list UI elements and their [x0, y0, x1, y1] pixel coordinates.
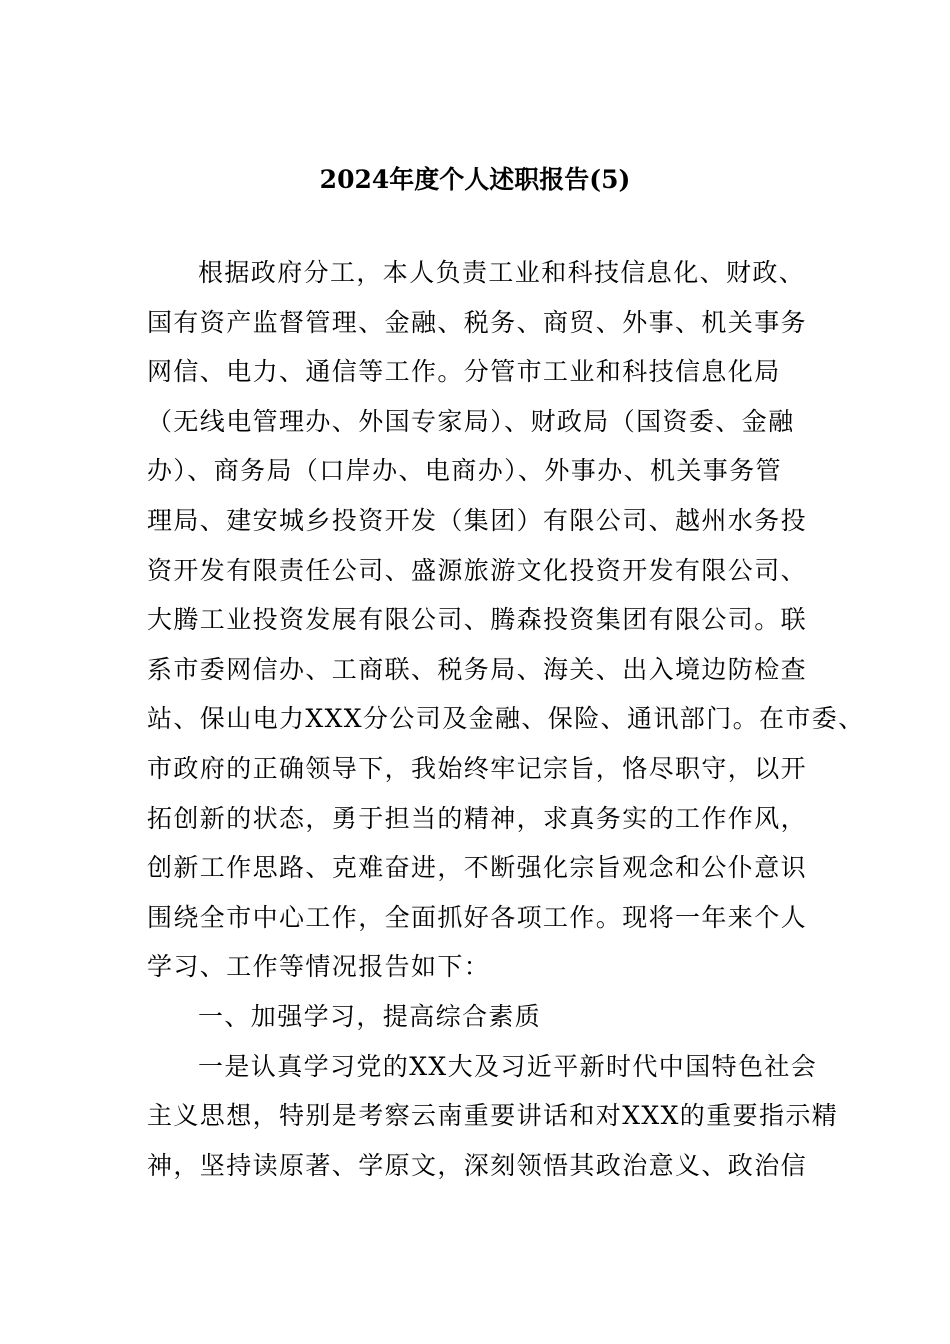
- paragraph-line: 一是认真学习党的XX大及习近平新时代中国特色社会: [198, 1051, 818, 1081]
- paragraph-line: 神，坚持读原著、学原文，深刻领悟其政治意义、政治信: [147, 1150, 808, 1180]
- document-body: [147, 248, 865, 1190]
- document-title: 2024年度个人述职报告(5): [319, 165, 631, 194]
- paragraph-line: 学习、工作等情况报告如下：: [147, 952, 491, 982]
- paragraph-line: （无线电管理办、外国专家局）、财政局（国资委、金融: [147, 406, 795, 436]
- paragraph-line: 根据政府分工，本人负责工业和科技信息化、财政、: [198, 258, 806, 287]
- paragraph-line: 站、保山电力XXX分公司及金融、保险、通讯部门。在市委、: [147, 704, 865, 734]
- paragraph-line: 围绕全市中心工作，全面抓好各项工作。现将一年来个人: [147, 902, 808, 932]
- paragraph-line: 网信、电力、通信等工作。分管市工业和科技信息化局: [147, 357, 781, 387]
- paragraph-line: 办）、商务局（口岸办、电商办）、外事办、机关事务管: [147, 456, 783, 486]
- paragraph-line: 系市委网信办、工商联、税务局、海关、出入境边防检查: [147, 654, 808, 684]
- paragraph-line: 资开发有限责任公司、盛源旅游文化投资开发有限公司、: [147, 555, 808, 585]
- paragraph-line: 大腾工业投资发展有限公司、腾森投资集团有限公司。联: [147, 605, 808, 635]
- paragraph-line: 理局、建安城乡投资开发（集团）有限公司、越州水务投: [147, 505, 808, 535]
- paragraph-line: 主义思想，特别是考察云南重要讲话和对XXX的重要指示精: [147, 1101, 839, 1131]
- paragraph-line: 市政府的正确领导下，我始终牢记宗旨，恪尽职守，以开: [147, 753, 808, 783]
- paragraph-line: 创新工作思路、克难奋进，不断强化宗旨观念和公仆意识: [147, 853, 808, 883]
- section-heading: 一、加强学习，提高综合素质: [198, 1001, 542, 1031]
- paragraph-line: 拓创新的状态，勇于担当的精神，求真务实的工作作风，: [147, 803, 808, 833]
- paragraph-line: 国有资产监督管理、金融、税务、商贸、外事、机关事务: [147, 307, 808, 337]
